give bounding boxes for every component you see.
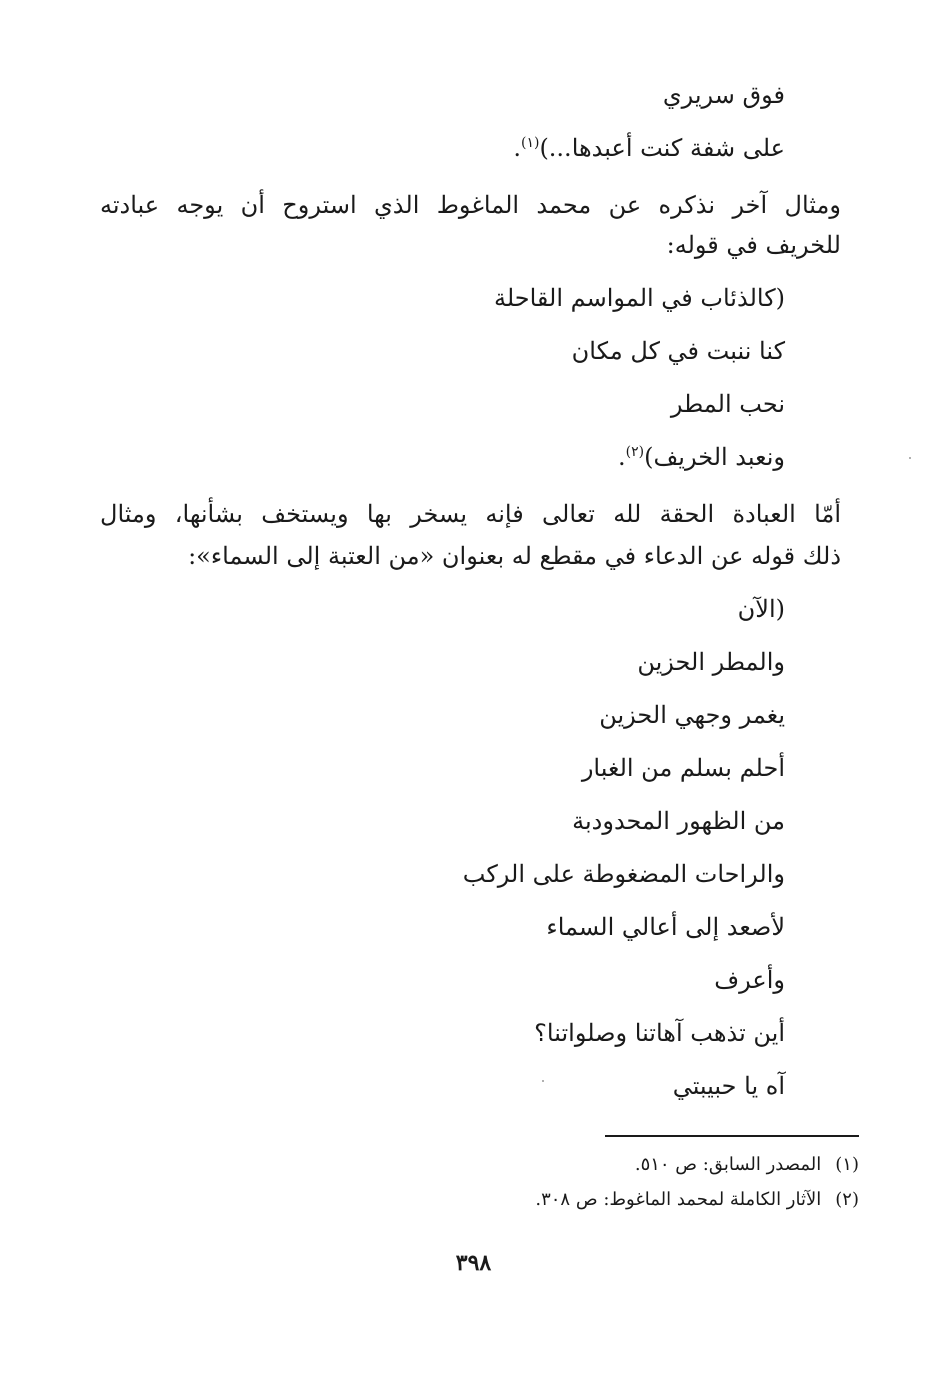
scan-speck (909, 457, 911, 459)
page-number: ٣٩٨ (455, 1250, 492, 1276)
verse-line: والراحات المضغوطة على الركب (462, 860, 785, 888)
footnote-number: (١) (835, 1154, 859, 1175)
verse-line: من الظهور المحدودبة (572, 807, 785, 835)
footnote (535, 1188, 859, 1212)
verse-line: يغمر وجهي الحزين (599, 701, 785, 729)
footnote-ref: (٢) (625, 444, 645, 460)
verse-line: لأصعد إلى أعالي السماء (546, 913, 785, 941)
verse-line: على شفة كنت أعبدها...)$^{(١)}$. (513, 134, 785, 162)
paragraph-line: ذلك قوله عن الدعاء في مقطع له بعنوان «من العتبة إلى السماء»: (188, 542, 841, 570)
footnote (635, 1153, 859, 1177)
verse-line: كنا ننبت في كل مكان (571, 337, 785, 365)
verse-line: وأعرف (714, 966, 785, 994)
paragraph-line: أمّا العبادة الحقة لله تعالى فإنه يسخر بها ويستخف بشأنها، ومثال (100, 500, 841, 528)
verse-line: أحلم بسلم من الغبار (581, 754, 785, 782)
scan-speck (542, 1080, 544, 1082)
paragraph-line: ومثال آخر نذكره عن محمد الماغوط الذي استروح أن يوجه عبادته (100, 191, 841, 219)
verse-line: (كالذئاب في المواسم القاحلة (493, 284, 785, 312)
verse-line: أين تذهب آهاتنا وصلواتنا؟ (534, 1019, 785, 1047)
footnote-separator (605, 1135, 859, 1137)
footnote-ref: (١) (520, 135, 540, 151)
verse-line: (الآن (737, 595, 785, 623)
verse-line: نحب المطر (670, 390, 785, 418)
verse-line: فوق سريري (662, 81, 785, 109)
footnote-text: المصدر السابق: ص ٥١٠. (634, 1154, 822, 1175)
verse-line: آه يا حبيبتي (672, 1072, 785, 1100)
verse-line: والمطر الحزين (637, 648, 785, 676)
footnote-number: (٢) (835, 1189, 859, 1210)
verse-line: ونعبد الخريف)$^{(٢)}$. (617, 443, 785, 471)
footnote-text: الآثار الكاملة لمحمد الماغوط: ص ٣٠٨. (535, 1189, 822, 1210)
paragraph-line: للخريف في قوله: (666, 231, 841, 259)
